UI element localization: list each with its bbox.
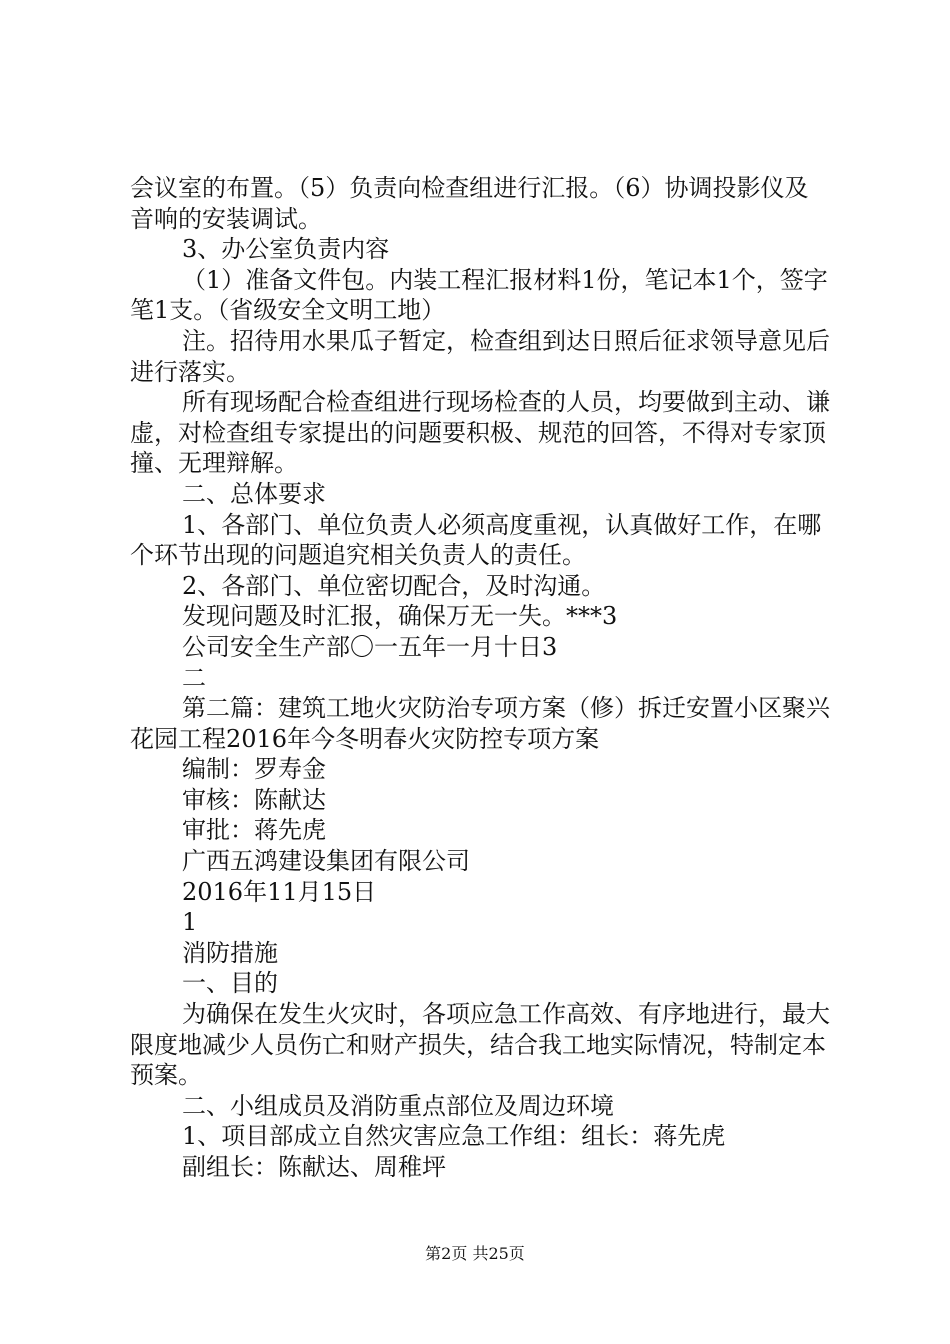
paragraph: （1）准备文件包。内装工程汇报材料1份，笔记本1个，签字笔1支。（省级安全文明工地） (130, 265, 828, 325)
date-line: 2016年11月15日 (182, 877, 377, 906)
paragraph: 所有现场配合检查组进行现场检查的人员，均要做到主动、谦虚，对检查组专家提出的问题要积极、规范的回答，不得对专家顶撞、无理辩解。 (130, 388, 830, 478)
section-heading: 一、目的 (182, 969, 278, 998)
section-title: 第二篇：建筑工地火灾防治专项方案（修）拆迁安置小区聚兴花园工程2016年今冬明春火灾防控专项方案 (130, 694, 830, 753)
paragraph: 公司安全生产部〇一五年一月十日3 (182, 632, 558, 661)
paragraph: 副组长：陈献达、周稚坪 (182, 1153, 446, 1181)
paragraph: 发现问题及时汇报，确保万无一失。***3 (182, 602, 618, 631)
paragraph: 注。招待用水果瓜子暂定，检查组到达日照后征求领导意见后进行落实。 (130, 326, 830, 386)
paragraph: 二 (182, 663, 206, 692)
paragraph: 1 (182, 908, 198, 937)
paragraph: 2、各部门、单位密切配合，及时沟通。 (182, 571, 606, 600)
paragraph: 会议室的布置。（5）负责向检查组进行汇报。（6）协调投影仪及音响的安装调试。 (130, 174, 809, 233)
paragraph: 1、项目部成立自然灾害应急工作组：组长：蒋先虎 (182, 1122, 726, 1151)
paragraph: 1、各部门、单位负责人必须高度重视，认真做好工作，在哪个环节出现的问题追究相关负责人的责任。 (130, 510, 822, 570)
company-name: 广西五鸿建设集团有限公司 (182, 847, 470, 876)
reviewer-line: 审核：陈献达 (182, 785, 326, 814)
section-heading: 消防措施 (182, 938, 278, 967)
section-heading: 二、总体要求 (182, 479, 326, 508)
document-body (130, 173, 830, 1183)
page-footer: 第2页 共25页 (425, 1244, 525, 1263)
paragraph: 为确保在发生火灾时，各项应急工作高效、有序地进行，最大限度地减少人员伤亡和财产损失，结合我工地实际情况，特制定本预案。 (130, 1000, 830, 1090)
paragraph: 3、办公室负责内容 (182, 235, 390, 264)
section-heading: 二、小组成员及消防重点部位及周边环境 (182, 1091, 614, 1120)
author-line: 编制：罗寿金 (182, 755, 326, 784)
approver-line: 审批：蒋先虎 (182, 816, 326, 845)
